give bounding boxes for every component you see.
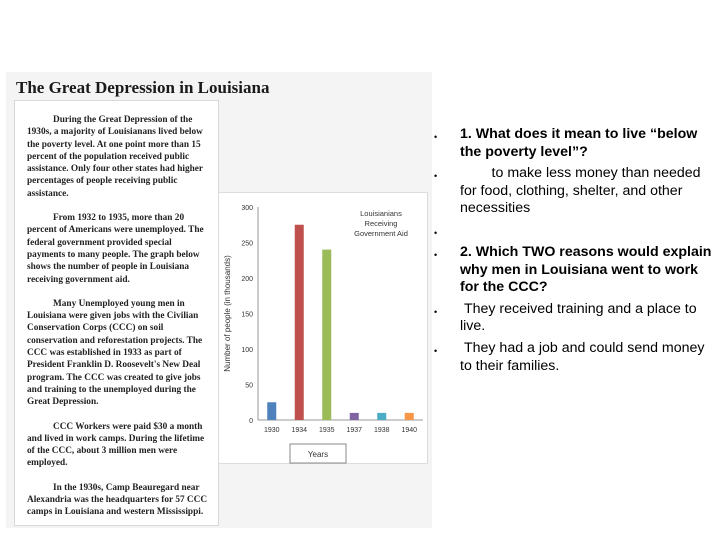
y-tick-label: 50 — [245, 382, 253, 390]
document-title: The Great Depression in Louisiana — [16, 78, 270, 97]
bullet-dot: • — [434, 171, 438, 182]
x-tick-label-1940: 1940 — [401, 427, 418, 434]
bar-1930 — [267, 402, 276, 420]
bullet-dot: • — [434, 227, 438, 238]
aid-bar-chart — [218, 192, 428, 467]
bullet-2 — [424, 165, 714, 218]
y-tick-label: 250 — [241, 240, 253, 248]
question-2-text: 2. Which TWO reasons would explain why men in Louisiana went to work for the CCC? — [460, 243, 712, 296]
bullet-6 — [424, 340, 714, 375]
paragraph-2: From 1932 to 1935, more than 20 percent of Americans were unemployed. The federal government provided special payments to many people. The graph below shows the number of people in Louisiana receiving government aid. — [27, 213, 204, 285]
x-tick-label-1935: 1935 — [318, 427, 335, 434]
paragraph-1: During the Great Depression of the 1930s, a majority of Louisianans lived below the poverty level. At one point more than 15 percent of the population received public assistance. Only four other states had higher percentages of people receiving public assistance. — [27, 115, 203, 199]
bar-1938 — [377, 413, 386, 420]
y-tick-label: 150 — [241, 311, 253, 319]
bullet-dot: • — [434, 345, 438, 356]
x-axis-label: Years — [307, 450, 329, 459]
x-tick-label-1938: 1938 — [373, 427, 390, 434]
y-axis-label: Number of people (in thousands) — [223, 255, 232, 372]
question-1-text: 1. What does it mean to live “below the poverty level”? — [460, 126, 698, 160]
paragraph-5: In the 1930s, Camp Beauregard near Alexandria was the headquarters for 57 CCC camps in Louisiana and western Mississippi. — [27, 482, 208, 518]
bullet-4 — [424, 244, 714, 297]
bullet-dot: • — [434, 249, 438, 260]
x-tick-label-1934: 1934 — [291, 427, 308, 434]
question-list — [424, 126, 714, 375]
bullet-5 — [424, 301, 714, 336]
paragraph-4: CCC Workers were paid $30 a month and lived in work camps. During the lifetime of the CCC, about 3 million men were employed. — [27, 421, 205, 469]
bar-1940 — [405, 413, 414, 420]
legend-line: Receiving — [364, 219, 398, 228]
y-tick-label: 0 — [249, 418, 253, 425]
legend-line: Louisianians — [360, 209, 402, 218]
bullet-dot: • — [434, 132, 438, 142]
y-tick-label: 200 — [241, 276, 253, 283]
bar-1934 — [295, 225, 304, 420]
bar-1937 — [350, 413, 359, 420]
legend-line: Government Aid — [354, 229, 408, 238]
bullet-3 — [424, 222, 714, 240]
answer-1-text: to make less money than needed for food, clothing, shelter, and other necessities — [460, 165, 705, 217]
bullet-1 — [424, 126, 714, 161]
bullet-dot: • — [434, 306, 438, 317]
paragraph-3: Many Unemployed young men in Louisiana were given jobs with the Civilian Conservation Corps (CCC) on soil conservation and reforestation projects. The CCC was established in 1933 as part of President Franklin D. Roosevelt's New Deal program. The CCC was created to give jobs and training to the unemployed during the Great Depression. — [27, 298, 203, 408]
answer-2b-text: They had a job and could send money to their families. — [460, 339, 709, 374]
y-tick-label: 300 — [241, 205, 253, 212]
x-tick-label-1937: 1937 — [346, 427, 363, 434]
document-text-box — [14, 100, 219, 526]
y-tick-label: 100 — [241, 347, 253, 354]
x-tick-label-1930: 1930 — [263, 427, 280, 434]
answer-2a-text: They received training and a place to live. — [460, 300, 701, 335]
bar-1935 — [322, 250, 331, 420]
